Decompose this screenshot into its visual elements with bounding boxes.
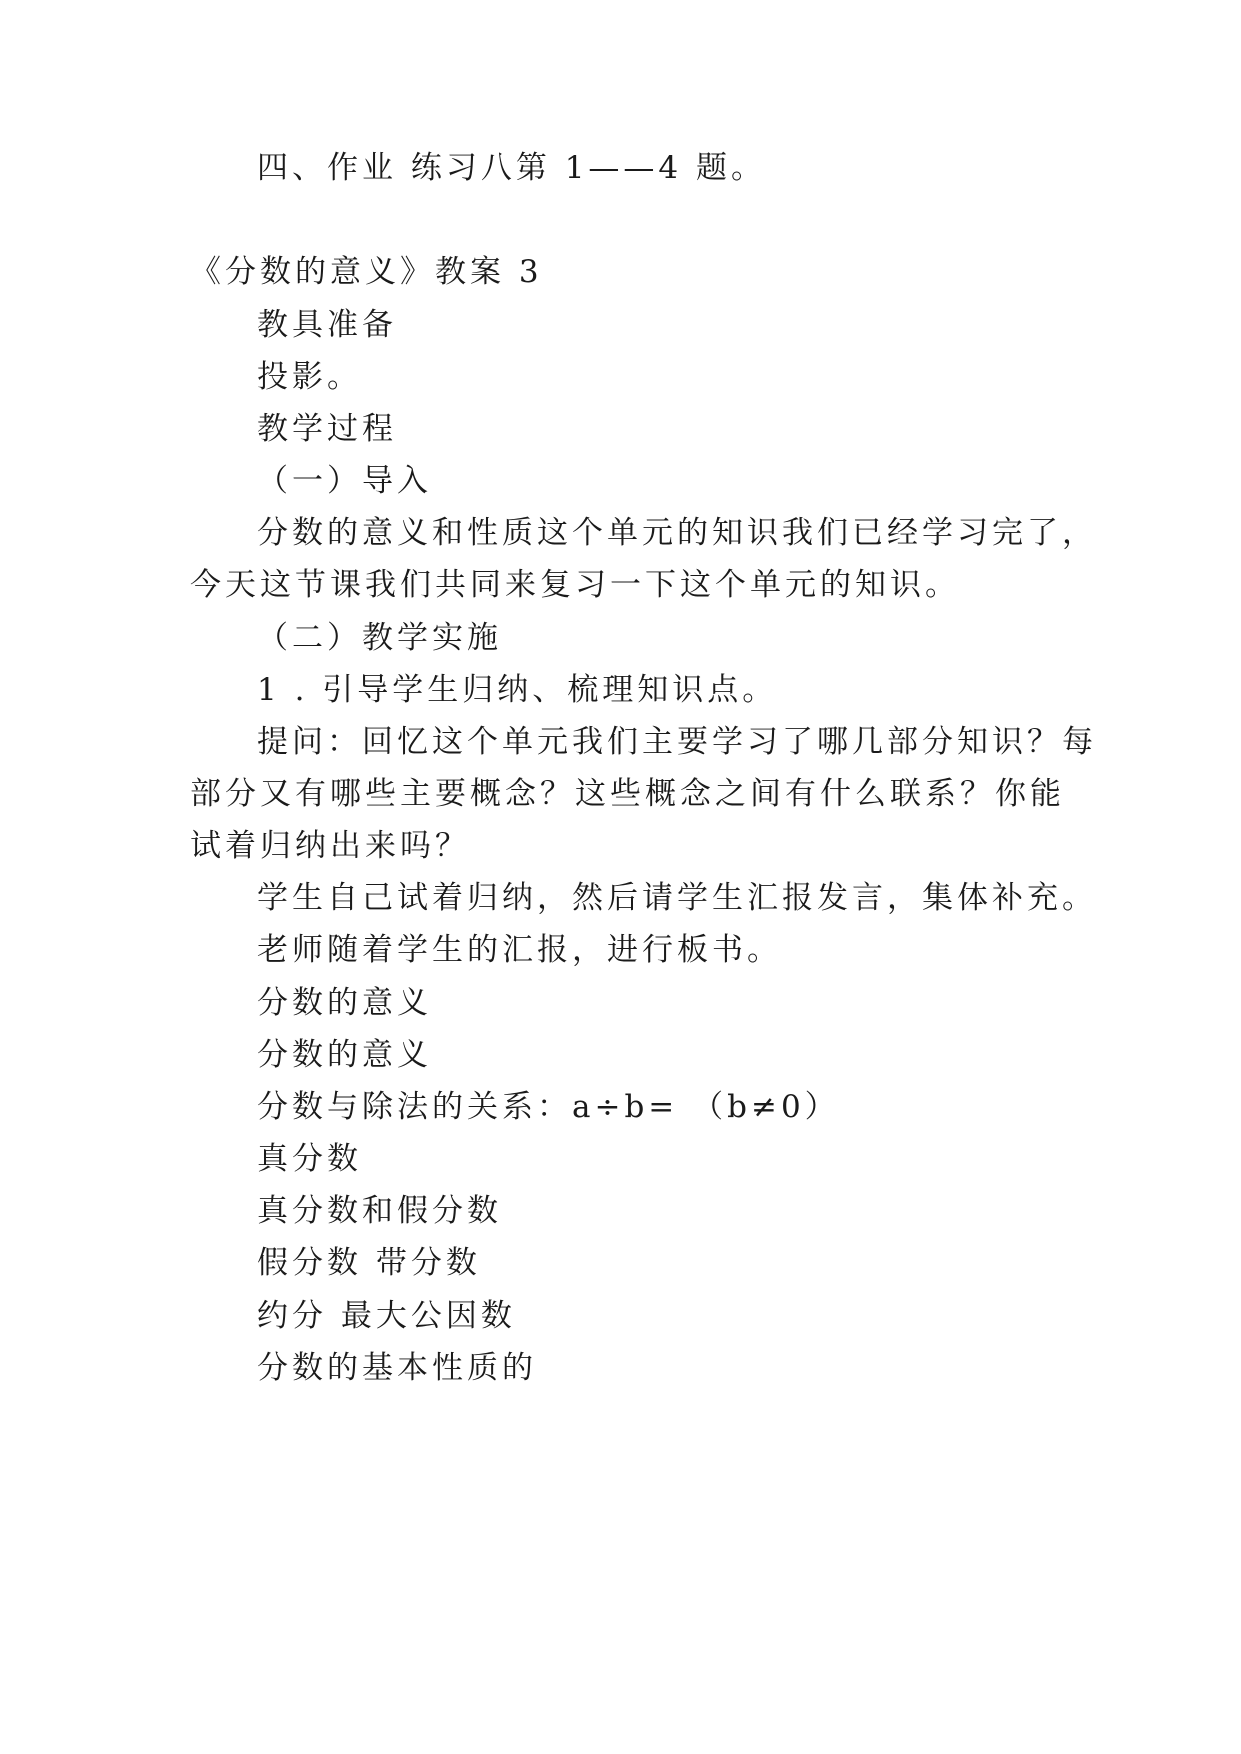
board-item: 分数的意义	[257, 985, 432, 1021]
process-heading: 教学过程	[257, 411, 397, 447]
intro-heading: （一）导入	[257, 463, 432, 499]
intro-paragraph-line: 分数的意义和性质这个单元的知识我们已经学习完了，	[257, 515, 1097, 551]
homework-line: 四、作业 练习八第 1——4 题。	[257, 150, 767, 186]
board-item: 分数与除法的关系：a÷b= （b≠0）	[257, 1089, 840, 1125]
question-line: 提问：回忆这个单元我们主要学习了哪几部分知识？每	[257, 724, 1097, 760]
question-line: 部分又有哪些主要概念？这些概念之间有什么联系？你能	[190, 776, 1065, 812]
step-one: 1 . 引导学生归纳、梳理知识点。	[257, 672, 778, 708]
teaching-aids-heading: 教具准备	[257, 307, 397, 343]
teaching-aids-text: 投影。	[257, 359, 362, 395]
board-item: 约分 最大公因数	[257, 1298, 516, 1334]
implement-heading: （二）教学实施	[257, 620, 502, 656]
students-line: 学生自己试着归纳，然后请学生汇报发言，集体补充。	[257, 880, 1097, 916]
question-line: 试着归纳出来吗？	[190, 828, 470, 864]
intro-paragraph-line: 今天这节课我们共同来复习一下这个单元的知识。	[190, 567, 960, 603]
board-item: 分数的基本性质的	[257, 1350, 537, 1386]
lesson-title: 《分数的意义》教案 3	[190, 254, 543, 290]
teacher-line: 老师随着学生的汇报，进行板书。	[257, 932, 782, 968]
board-item: 真分数和假分数	[257, 1193, 502, 1229]
board-item: 假分数 带分数	[257, 1245, 481, 1281]
board-item: 分数的意义	[257, 1037, 432, 1073]
board-item: 真分数	[257, 1141, 362, 1177]
